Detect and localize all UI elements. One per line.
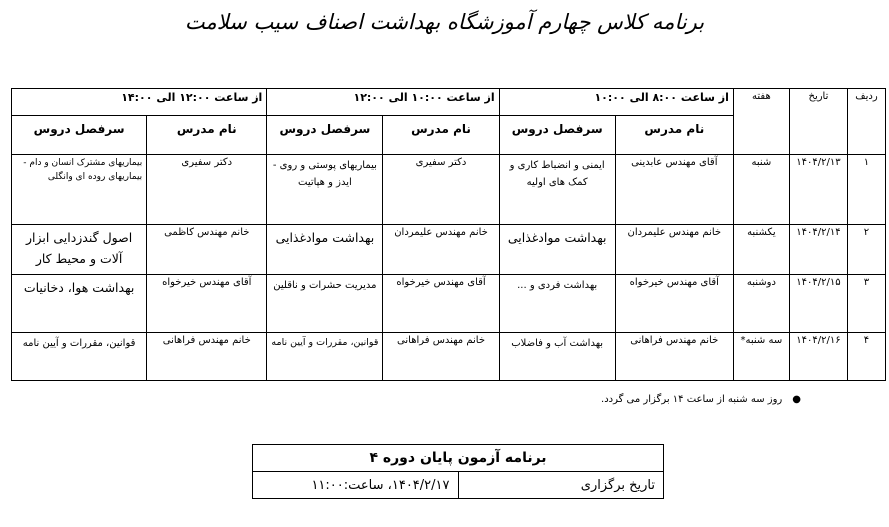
bullet-icon: ●: [792, 394, 801, 405]
table-row: [12, 275, 886, 333]
row-weekday: یکشنبه: [733, 225, 789, 275]
course-header-3: سرفصل دروس: [12, 116, 147, 155]
course-header-1: سرفصل دروس: [499, 116, 615, 155]
time-header-row: [12, 89, 886, 116]
footnote: [601, 394, 801, 405]
teacher-header-3: نام مدرس: [147, 116, 267, 155]
row-date: ۱۴۰۴/۲/۱۳: [789, 155, 847, 225]
course-cell: مدیریت حشرات و ناقلین: [267, 275, 383, 333]
page-title: برنامه کلاس چهارم آموزشگاه بهداشت اصناف سیب سلامت: [184, 10, 705, 34]
table-row: [12, 225, 886, 275]
date-header: تاریخ: [789, 89, 847, 155]
row-number: ۴: [847, 333, 885, 381]
course-cell: بهداشت موادغذایی: [267, 225, 383, 275]
row-weekday: سه شنبه*: [733, 333, 789, 381]
row-date: ۱۴۰۴/۲/۱۴: [789, 225, 847, 275]
teacher-cell: آقای مهندس خیرخواه: [615, 275, 733, 333]
teacher-cell: آقای مهندس خیرخواه: [147, 275, 267, 333]
row-number-header: ردیف: [847, 89, 885, 155]
teacher-cell: آقای مهندس عابدینی: [615, 155, 733, 225]
teacher-cell: خانم مهندس علیمردان: [383, 225, 499, 275]
course-header-2: سرفصل دروس: [267, 116, 383, 155]
row-number: ۳: [847, 275, 885, 333]
table-row: [12, 155, 886, 225]
teacher-header-2: نام مدرس: [383, 116, 499, 155]
teacher-cell: خانم مهندس فراهانی: [147, 333, 267, 381]
course-cell: قوانین، مقررات و آیین نامه: [12, 333, 147, 381]
course-cell: اصول گندزدایی ابزار آلات و محیط کار: [12, 225, 147, 275]
table-row: [12, 333, 886, 381]
row-number: ۲: [847, 225, 885, 275]
teacher-cell: خانم مهندس علیمردان: [615, 225, 733, 275]
row-weekday: شنبه: [733, 155, 789, 225]
course-cell: بهداشت فردی و ...: [499, 275, 615, 333]
teacher-cell: خانم مهندس فراهانی: [383, 333, 499, 381]
teacher-header-1: نام مدرس: [615, 116, 733, 155]
course-cell: بیماریهای مشترک انسان و دام - بیماریهای روده ای وانگلی: [12, 155, 147, 225]
course-cell: بهداشت آب و فاضلاب: [499, 333, 615, 381]
teacher-cell: دکتر سفیری: [383, 155, 499, 225]
course-cell: قوانین، مقررات و آیین نامه: [267, 333, 383, 381]
course-cell: بهداشت هوا، دخانیات: [12, 275, 147, 333]
teacher-cell: خانم مهندس فراهانی: [615, 333, 733, 381]
row-number: ۱: [847, 155, 885, 225]
slot2-header: از ساعت ۱۰:۰۰ الی ۱۲:۰۰: [267, 89, 499, 116]
footnote-text: روز سه شنبه از ساعت ۱۴ برگزار می گردد.: [601, 394, 783, 405]
row-date: ۱۴۰۴/۲/۱۵: [789, 275, 847, 333]
course-cell: ایمنی و انضباط کاری و کمک های اولیه: [499, 155, 615, 225]
exam-date-label: تاریخ برگزاری: [458, 472, 664, 499]
weekday-header: هفته: [733, 89, 789, 155]
exam-table: [252, 444, 664, 499]
slot1-header: از ساعت ۸:۰۰ الی ۱۰:۰۰: [499, 89, 733, 116]
schedule-table: [11, 88, 886, 381]
teacher-cell: خانم مهندس کاظمی: [147, 225, 267, 275]
row-date: ۱۴۰۴/۲/۱۶: [789, 333, 847, 381]
slot3-header: از ساعت ۱۲:۰۰ الی ۱۴:۰۰: [12, 89, 267, 116]
course-cell: بیماریهای پوستی و روی - ایدز و هپاتیت: [267, 155, 383, 225]
teacher-cell: دکتر سفیری: [147, 155, 267, 225]
course-cell: بهداشت موادغذایی: [499, 225, 615, 275]
teacher-cell: آقای مهندس خیرخواه: [383, 275, 499, 333]
row-weekday: دوشنبه: [733, 275, 789, 333]
exam-title: برنامه آزمون پایان دوره ۴: [253, 445, 664, 472]
exam-date-value: ۱۴۰۴/۲/۱۷، ساعت:۱۱:۰۰: [253, 472, 459, 499]
